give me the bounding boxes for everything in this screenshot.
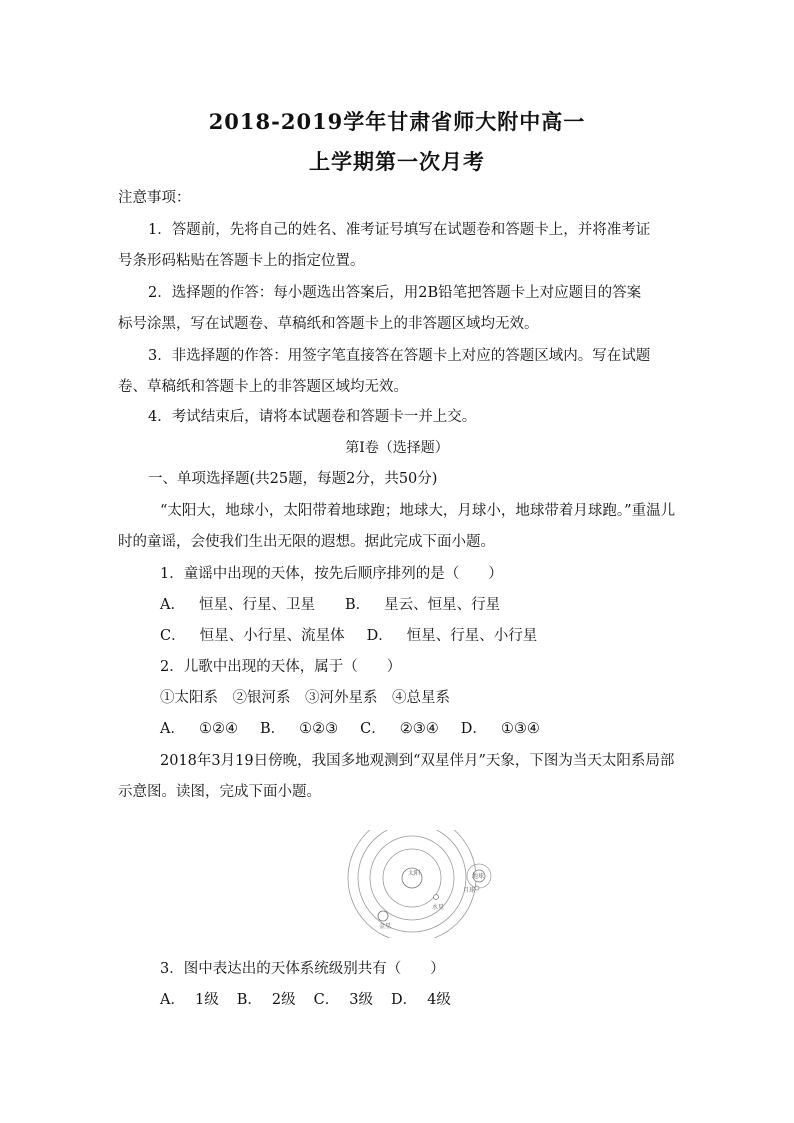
question-1-options-row1 bbox=[160, 593, 522, 614]
question-2-options bbox=[160, 717, 562, 738]
sun-label: 太阳 bbox=[408, 870, 421, 877]
notice-heading: 注意事项： bbox=[118, 190, 191, 206]
part-heading: 一、单项选择题(共25题，每题2分，共50分) bbox=[148, 471, 438, 487]
notice-item: 1．答题前，先将自己的姓名、准考证号填写在试题卷和答题卡上，并将准考证 bbox=[148, 222, 651, 238]
exam-title-line1: 2018-2019学年甘肃省师大附中高一 bbox=[208, 109, 586, 134]
option-b: B． 星云、恒星、行星 bbox=[344, 597, 501, 613]
venus-icon bbox=[378, 911, 388, 921]
option-b: B． ①②③ bbox=[259, 721, 339, 737]
option-c: C． ②③④ bbox=[360, 721, 439, 737]
option-a: A． 1级 bbox=[160, 992, 219, 1008]
option-c: C． 恒星、小行星、流星体 bbox=[160, 628, 345, 644]
passage-line: “太阳大，地球小，太阳带着地球跑；地球大，月球小，地球带着月球跑。”重温儿 bbox=[160, 503, 676, 519]
question-1-options-row2 bbox=[160, 624, 559, 645]
venus-label: 金星 bbox=[379, 923, 392, 930]
option-a: A． ①②④ bbox=[160, 721, 238, 737]
option-d: D． 恒星、行星、小行星 bbox=[366, 628, 538, 644]
notice-item: 3．非选择题的作答：用签字笔直接答在答题卡上对应的答题区域内。写在试题 bbox=[148, 348, 651, 364]
passage-line: 时的童谣，会使我们生出无限的遐想。据此完成下面小题。 bbox=[118, 534, 495, 550]
question-2-stem: 2．儿歌中出现的天体，属于（ ） bbox=[160, 659, 402, 675]
option-d: D． ①③④ bbox=[460, 721, 540, 737]
moon-label: 月球 bbox=[463, 887, 476, 894]
question-2-choices: ①太阳系 ②银河系 ③河外星系 ④总星系 bbox=[160, 690, 450, 706]
option-a: A． 恒星、行星、卫星 bbox=[160, 597, 315, 613]
option-d: D． 4级 bbox=[390, 992, 451, 1008]
option-b: B． 2级 bbox=[236, 992, 296, 1008]
moon-icon bbox=[475, 886, 479, 890]
notice-item: 2．选择题的作答：每小题选出答案后，用2B铅笔把答题卡上对应题目的答案 bbox=[148, 285, 642, 301]
notice-item: 号条形码粘贴在答题卡上的指定位置。 bbox=[118, 253, 365, 269]
question-3-stem: 3．图中表达出的天体系统级别共有（ ） bbox=[160, 961, 445, 977]
solar-system-diagram bbox=[342, 830, 494, 938]
passage-line: 示意图。读图，完成下面小题。 bbox=[118, 784, 321, 800]
notice-item: 标号涂黑，写在试题卷、草稿纸和答题卡上的非答题区域均无效。 bbox=[118, 316, 539, 332]
exam-title-line2: 上学期第一次月考 bbox=[309, 149, 485, 174]
mercury-label: 水星 bbox=[432, 904, 445, 911]
mercury-icon bbox=[434, 895, 439, 900]
question-1-stem: 1．童谣中出现的天体，按先后顺序排列的是（ ） bbox=[160, 566, 503, 582]
notice-item: 卷、草稿纸和答题卡上的非答题区域均无效。 bbox=[118, 379, 408, 395]
earth-label: 地球 bbox=[472, 873, 485, 880]
passage-line: 2018年3月19日傍晚，我国多地观测到“双星伴月”天象，下图为当天太阳系局部 bbox=[160, 753, 675, 769]
volume-heading: 第I卷（选择题） bbox=[345, 440, 449, 456]
question-3-options bbox=[160, 988, 469, 1009]
notice-item: 4．考试结束后，请将本试题卷和答题卡一并上交。 bbox=[148, 409, 477, 425]
option-c: C． 3级 bbox=[313, 992, 373, 1008]
